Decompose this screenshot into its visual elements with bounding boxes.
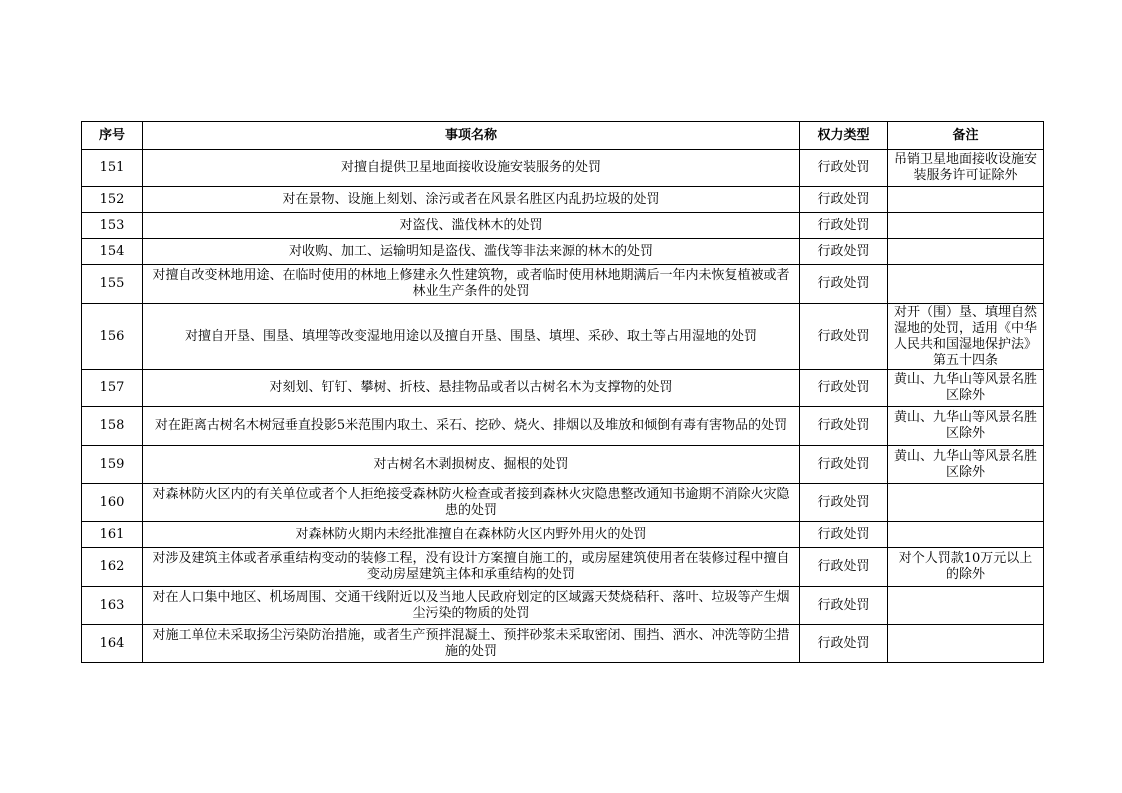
table-row [82,370,1044,407]
cell-seq: 155 [82,265,143,304]
table-row [82,239,1044,265]
cell-seq: 164 [82,625,143,663]
cell-type: 行政处罚 [800,548,888,587]
cell-seq: 159 [82,446,143,484]
cell-type: 行政处罚 [800,484,888,522]
cell-type: 行政处罚 [800,265,888,304]
cell-note [888,213,1044,239]
cell-name: 对收购、加工、运输明知是盗伐、滥伐等非法来源的林木的处罚 [143,239,800,265]
cell-note: 吊销卫星地面接收设施安装服务许可证除外 [888,150,1044,187]
table-row [82,587,1044,625]
cell-seq: 157 [82,370,143,407]
cell-note [888,484,1044,522]
cell-seq: 156 [82,304,143,370]
cell-type: 行政处罚 [800,625,888,663]
cell-type: 行政处罚 [800,150,888,187]
cell-name: 对擅自开垦、围垦、填埋等改变湿地用途以及擅自开垦、围垦、填埋、采砂、取土等占用湿地的处罚 [143,304,800,370]
cell-note: 对开（围）垦、填埋自然湿地的处罚，适用《中华人民共和国湿地保护法》第五十四条 [888,304,1044,370]
table-row [82,484,1044,522]
header-name: 事项名称 [143,122,800,150]
cell-note [888,522,1044,548]
cell-name: 对古树名木剥损树皮、掘根的处罚 [143,446,800,484]
table-row [82,407,1044,446]
table-row [82,625,1044,663]
header-seq: 序号 [82,122,143,150]
power-list-table [81,121,1044,663]
cell-type: 行政处罚 [800,522,888,548]
cell-name: 对擅自提供卫星地面接收设施安装服务的处罚 [143,150,800,187]
table-header [82,122,1044,150]
cell-type: 行政处罚 [800,304,888,370]
cell-name: 对施工单位未采取扬尘污染防治措施，或者生产预拌混凝土、预拌砂浆未采取密闭、围挡、洒水、冲洗等防尘措施的处罚 [143,625,800,663]
cell-name: 对在人口集中地区、机场周围、交通干线附近以及当地人民政府划定的区域露天焚烧秸秆、落叶、垃圾等产生烟尘污染的物质的处罚 [143,587,800,625]
table-row [82,446,1044,484]
cell-name: 对在景物、设施上刻划、涂污或者在风景名胜区内乱扔垃圾的处罚 [143,187,800,213]
cell-seq: 162 [82,548,143,587]
cell-note: 黄山、九华山等风景名胜区除外 [888,446,1044,484]
cell-type: 行政处罚 [800,446,888,484]
cell-seq: 160 [82,484,143,522]
cell-name: 对在距离古树名木树冠垂直投影5米范围内取土、采石、挖砂、烧火、排烟以及堆放和倾倒有毒有害物品的处罚 [143,407,800,446]
header-note: 备注 [888,122,1044,150]
cell-name: 对擅自改变林地用途、在临时使用的林地上修建永久性建筑物，或者临时使用林地期满后一年内未恢复植被或者林业生产条件的处罚 [143,265,800,304]
table-row [82,150,1044,187]
cell-note [888,239,1044,265]
cell-seq: 152 [82,187,143,213]
cell-note: 黄山、九华山等风景名胜区除外 [888,370,1044,407]
cell-note: 对个人罚款10万元以上的除外 [888,548,1044,587]
table-body [82,150,1044,663]
cell-name: 对盗伐、滥伐林木的处罚 [143,213,800,239]
table-row [82,187,1044,213]
cell-seq: 154 [82,239,143,265]
cell-seq: 163 [82,587,143,625]
cell-type: 行政处罚 [800,370,888,407]
cell-name: 对涉及建筑主体或者承重结构变动的装修工程，没有设计方案擅自施工的，或房屋建筑使用者在装修过程中擅自变动房屋建筑主体和承重结构的处罚 [143,548,800,587]
cell-name: 对森林防火区内的有关单位或者个人拒绝接受森林防火检查或者接到森林火灾隐患整改通知书逾期不消除火灾隐患的处罚 [143,484,800,522]
table-row [82,265,1044,304]
cell-note: 黄山、九华山等风景名胜区除外 [888,407,1044,446]
cell-type: 行政处罚 [800,239,888,265]
cell-type: 行政处罚 [800,407,888,446]
cell-type: 行政处罚 [800,213,888,239]
table-row [82,548,1044,587]
cell-note [888,587,1044,625]
cell-seq: 153 [82,213,143,239]
table-row [82,213,1044,239]
cell-note [888,265,1044,304]
cell-seq: 151 [82,150,143,187]
cell-note [888,187,1044,213]
cell-seq: 158 [82,407,143,446]
table-row [82,522,1044,548]
header-type: 权力类型 [800,122,888,150]
header-row [82,122,1044,150]
cell-type: 行政处罚 [800,587,888,625]
table-row [82,304,1044,370]
cell-name: 对森林防火期内未经批准擅自在森林防火区内野外用火的处罚 [143,522,800,548]
cell-seq: 161 [82,522,143,548]
cell-note [888,625,1044,663]
cell-name: 对刻划、钉钉、攀树、折枝、悬挂物品或者以古树名木为支撑物的处罚 [143,370,800,407]
cell-type: 行政处罚 [800,187,888,213]
